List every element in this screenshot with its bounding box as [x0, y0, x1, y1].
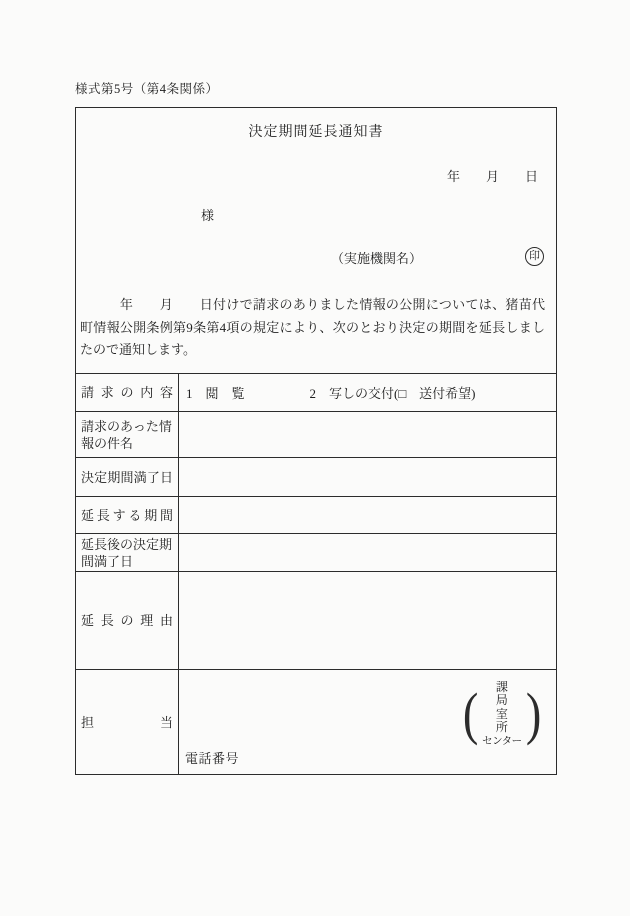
row-label: 決定期間満了日 — [76, 458, 179, 496]
org-unit-option: 局 — [495, 693, 508, 707]
org-unit-option: 課 — [495, 679, 508, 694]
table-row-decision-deadline — [76, 457, 556, 496]
issue-date-line: 年 月 日 — [446, 169, 538, 184]
addressee-honorific: 様 — [201, 208, 215, 223]
table-row-staff-in-charge — [76, 669, 556, 774]
extension-reason-field — [179, 572, 556, 669]
row-label: 延長後の決定期間満了日 — [76, 534, 179, 571]
notice-body-paragraph: 年 月 日付けで請求のありました情報の公開については、猪苗代町情報公開条例第9条第4項の規定により、次のとおり決定の期間を延長しましたので通知します。 — [80, 297, 545, 357]
table-row-information-title — [76, 411, 556, 457]
agency-name-label: （実施機関名） — [331, 251, 423, 266]
row-label: 延長の理由 — [76, 572, 179, 669]
table-row-extended-deadline — [76, 533, 556, 571]
seal-mark-icon — [525, 247, 544, 266]
table-row-extension-reason — [76, 571, 556, 669]
notice-form — [75, 107, 557, 775]
information-title-field — [179, 412, 556, 457]
row-label: 担当 — [76, 670, 179, 774]
table-row-extension-period — [76, 496, 556, 533]
org-unit-option: センター — [482, 735, 522, 747]
right-paren-icon: ) — [525, 681, 542, 746]
org-unit-bracket — [461, 678, 543, 750]
request-content-options: 1 閲 覧 2 写しの交付(□ 送付希望) — [186, 386, 476, 401]
form-number: 様式第5号（第4条関係） — [75, 82, 219, 96]
org-unit-option: 室 — [495, 706, 508, 721]
seal-character: 印 — [529, 250, 540, 262]
table-row-request-content — [76, 373, 556, 411]
org-unit-options — [480, 681, 524, 748]
row-label: 請求の内容 — [76, 374, 179, 411]
document-title: 決定期間延長通知書 — [248, 125, 384, 140]
row-label: 延長する期間 — [76, 497, 179, 533]
org-unit-option: 所 — [495, 720, 508, 734]
row-label: 請求のあった情報の件名 — [76, 412, 179, 457]
phone-number-label: 電話番号 — [185, 751, 240, 766]
decision-deadline-field — [179, 458, 556, 496]
staff-in-charge-field — [179, 670, 556, 774]
left-paren-icon: ( — [462, 681, 479, 746]
extended-deadline-field — [179, 534, 556, 571]
request-details-table — [76, 373, 556, 774]
extension-period-field — [179, 497, 556, 533]
